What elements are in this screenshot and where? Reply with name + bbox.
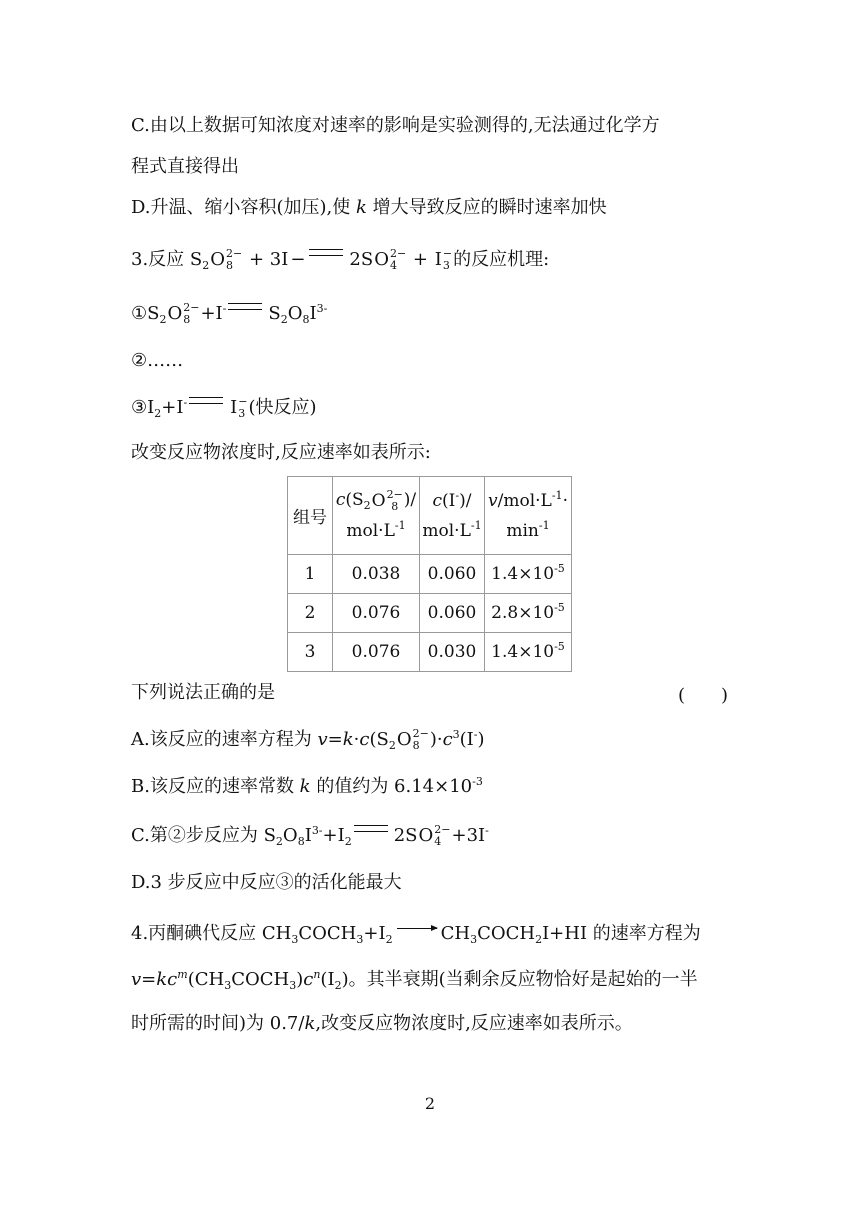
option-c-line2: 程式直接得出 xyxy=(131,156,239,177)
question-3-prompt: 下列说法正确的是 xyxy=(131,682,275,703)
table-row xyxy=(288,633,572,672)
row-id: 3 xyxy=(288,633,333,672)
question-4-line3: 时所需的时间)为 0.7/k,改变反应物浓度时,反应速率如表所示。 xyxy=(131,1013,633,1034)
row-rate: $1.4\times 10^{-5}$ xyxy=(485,555,572,594)
row-c2: 0.060 xyxy=(420,555,485,594)
option-3d: D.3 步反应中反应③的活化能最大 xyxy=(131,872,402,893)
mechanism-step-1: $①S_2O$ 2− 8 +I- $S_2O_8I^{3-}$ xyxy=(131,301,328,326)
row-c2: 0.030 xyxy=(420,633,485,672)
header-group: 组号 xyxy=(288,477,333,555)
row-c1: 0.076 xyxy=(333,633,420,672)
option-3b: B.该反应的速率常数 k 的值约为 $6.14\times 10^{-3}$ xyxy=(131,775,483,797)
table-row xyxy=(288,594,572,633)
table-row xyxy=(288,555,572,594)
question-3-stem: 3.反应 $S_2O$ 2− 8 + 3I − 2SO 2− 4 + I − 3 的反应机理: xyxy=(131,247,550,272)
row-id: 1 xyxy=(288,555,333,594)
page-number: 2 xyxy=(424,1094,436,1113)
row-c2: 0.060 xyxy=(420,594,485,633)
mechanism-step-2: ②…… xyxy=(131,350,184,371)
option-3a: A.该反应的速率方程为 $v=k\cdot c(S_2O$ 2− 8 )$\cdot c^3(I^-)$ xyxy=(131,727,485,752)
mechanism-step-3: $③I_2+I^-$ I − 3 (快反应) xyxy=(131,395,317,420)
header-rate: $v/mol\cdot L^{-1}\cdot$ $\min^{-1}$ xyxy=(485,477,572,555)
row-rate: $2.8\times 10^{-5}$ xyxy=(485,594,572,633)
option-c-line1: C.由以上数据可知浓度对速率的影响是实验测得的,无法通过化学方 xyxy=(131,115,660,136)
question-4-line2: $v=kc^m(CH_3COCH_3)c^n(I_2)$。其半衰期(当剩余反应物恰好是起始的一半 xyxy=(131,968,698,992)
table-header-row xyxy=(288,477,572,555)
rate-data-table xyxy=(287,476,572,672)
table-intro: 改变反应物浓度时,反应速率如表所示: xyxy=(131,442,431,463)
row-rate: $1.4\times 10^{-5}$ xyxy=(485,633,572,672)
row-c1: 0.076 xyxy=(333,594,420,633)
option-3c: C.第②步反应为 $S_2O_8I^{3-}+I_2$ 2SO 2− 4 +3I- xyxy=(131,823,489,848)
row-c1: 0.038 xyxy=(333,555,420,594)
row-id: 2 xyxy=(288,594,333,633)
answer-bracket: ( ) xyxy=(678,685,729,706)
question-4-line1: 4.丙酮碘代反应 $CH_3COCH_3+I_2$ $CH_3COCH_2I+HI$ 的速率方程为 xyxy=(131,923,701,946)
header-c-iodide: c(I-)/ $mol\cdot L^{-1}$ xyxy=(420,477,485,555)
option-d: D.升温、缩小容积(加压),使 k 增大导致反应的瞬时速率加快 xyxy=(131,197,607,218)
header-c-s2o8: $c(S_2O$ 2− 8 )/ $mol\cdot L^{-1}$ xyxy=(333,477,420,555)
